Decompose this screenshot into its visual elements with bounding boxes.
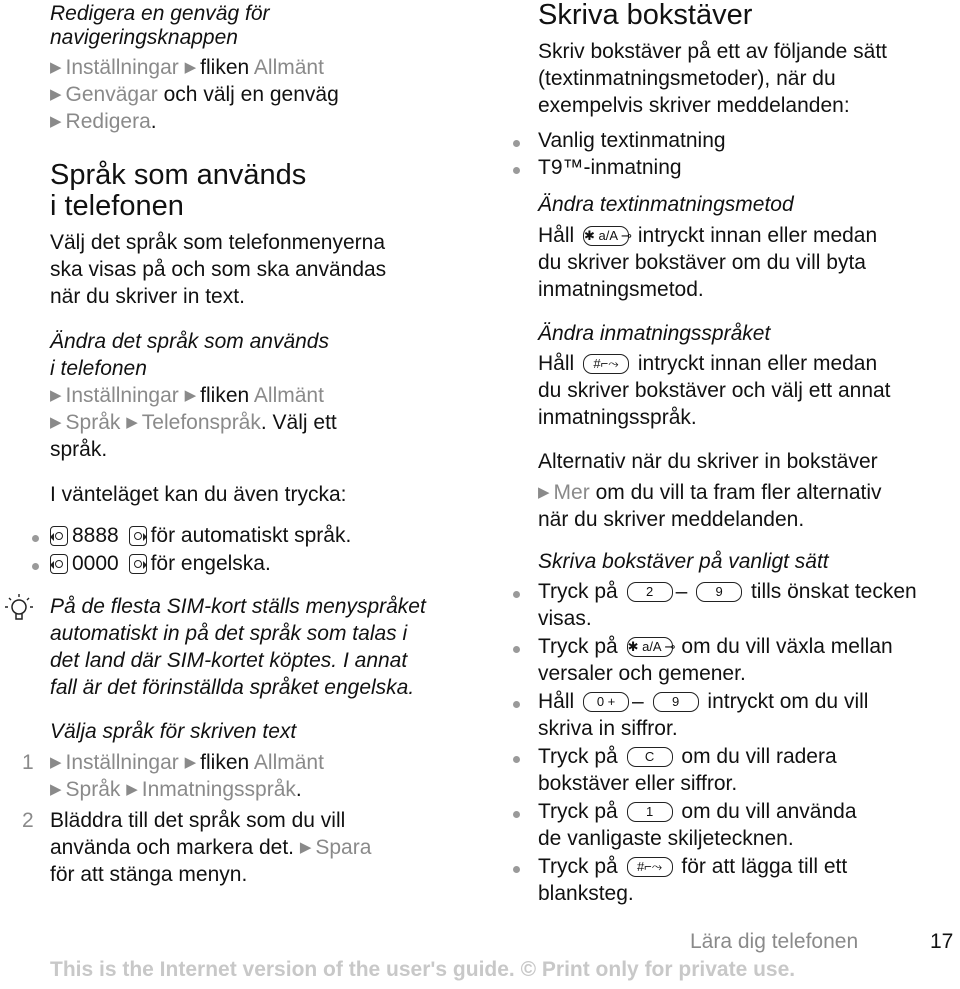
key-9-icon: 9 bbox=[696, 582, 742, 602]
arrow-icon: ▶ bbox=[126, 781, 138, 798]
change-path-1: ▶ Inställningar ▶ fliken Allmänt bbox=[50, 384, 324, 407]
subheading-options: Alternativ när du skriver in bokstäver bbox=[538, 450, 878, 473]
body-line: ska visas på och som ska användas bbox=[50, 258, 387, 281]
body-line: Håll ✱ a/A ⊸ intryckt innan eller medan bbox=[538, 224, 878, 247]
arrow-icon: ▶ bbox=[538, 484, 550, 501]
step-number: 2 bbox=[22, 809, 34, 832]
bullet-item: 0000 för engelska. bbox=[50, 550, 271, 577]
bullet-icon bbox=[513, 756, 520, 763]
bullet-item: Tryck på 1 om du vill använda bbox=[538, 800, 857, 823]
arrow-icon: ▶ bbox=[50, 86, 62, 103]
nav-left-icon bbox=[50, 554, 68, 574]
key-0-icon: 0 + bbox=[583, 692, 629, 712]
bullet-item: Tryck på ✱ a/A ⊸ om du vill växla mellan bbox=[538, 635, 893, 658]
arrow-icon: ▶ bbox=[184, 59, 197, 76]
bullet-item: Tryck på C om du vill radera bbox=[538, 745, 837, 768]
arrow-icon: ▶ bbox=[50, 113, 62, 130]
step2-line: Bläddra till det språk som du vill bbox=[50, 809, 346, 832]
bullet-icon bbox=[513, 811, 520, 818]
body-line: Välj det språk som telefonmenyerna bbox=[50, 231, 386, 254]
body-line: när du skriver meddelanden. bbox=[538, 508, 805, 531]
subheading-2: i telefonen bbox=[50, 357, 147, 380]
subheading: Ändra inmatningsspråket bbox=[538, 322, 771, 345]
tip-line: det land där SIM-kortet köptes. I annat bbox=[50, 649, 408, 672]
body-line: inmatningsspråk. bbox=[538, 406, 697, 429]
step1-path-1: ▶ Inställningar ▶ fliken Allmänt bbox=[50, 751, 324, 774]
arrow-icon: ▶ bbox=[184, 754, 197, 771]
shortcut-heading-2: navigeringsknappen bbox=[50, 26, 238, 49]
tip-line: På de flesta SIM-kort ställs menyspråket bbox=[50, 595, 426, 618]
body-line: inmatningsmetod. bbox=[538, 278, 704, 301]
bullet-item: Håll 0 + – 9 intryckt om du vill bbox=[538, 690, 869, 713]
bullet-item-cont: bokstäver eller siffror. bbox=[538, 772, 738, 795]
subheading: Välja språk för skriven text bbox=[50, 720, 297, 743]
intro-line: exempelvis skriver meddelanden: bbox=[538, 94, 850, 117]
nav-right-icon bbox=[129, 554, 147, 574]
bullet-item: Tryck på 2 – 9 tills önskat tecken bbox=[538, 580, 917, 603]
nav-left-icon bbox=[50, 526, 68, 546]
bullet-item-cont: de vanligaste skiljetecknen. bbox=[538, 827, 794, 850]
bullet-item: 8888 för automatiskt språk. bbox=[50, 522, 351, 549]
bullet-icon bbox=[513, 646, 520, 653]
method-item: Vanlig textinmatning bbox=[538, 129, 726, 152]
shortcut-heading: Redigera en genväg för bbox=[50, 2, 270, 25]
bullet-item-cont: blanksteg. bbox=[538, 882, 634, 905]
star-key-icon: ✱ a/A ⊸ bbox=[627, 637, 673, 657]
intro-line: Skriv bokstäver på ett av följande sätt bbox=[538, 40, 888, 63]
step1-path-2: ▶ Språk ▶ Inmatningsspråk. bbox=[50, 778, 302, 801]
arrow-icon: ▶ bbox=[50, 387, 62, 404]
shortcut-path-1: ▶ Inställningar ▶ fliken Allmänt bbox=[50, 56, 324, 79]
tip-line: automatiskt in på det språk som talas i bbox=[50, 622, 408, 645]
body-line: när du skriver in text. bbox=[50, 285, 245, 308]
body-line: du skriver bokstäver och välj ett annat bbox=[538, 379, 891, 402]
shortcut-path-3: ▶ Redigera. bbox=[50, 110, 157, 133]
subheading: Skriva bokstäver på vanligt sätt bbox=[538, 550, 829, 573]
bullet-icon bbox=[513, 701, 520, 708]
hash-key-icon: #⌐⤳ bbox=[583, 354, 629, 374]
key-2-icon: 2 bbox=[627, 582, 673, 602]
method-item: T9™-inmatning bbox=[538, 156, 682, 179]
star-key-icon: ✱ a/A ⊸ bbox=[583, 226, 629, 246]
hash-key-icon: #⌐⤳ bbox=[627, 857, 673, 877]
step-number: 1 bbox=[22, 751, 34, 774]
key-c-icon: C bbox=[627, 747, 673, 767]
intro-line: (textinmatningsmetoder), när du bbox=[538, 67, 836, 90]
step2-line: för att stänga menyn. bbox=[50, 863, 248, 886]
shortcut-path-2: ▶ Genvägar och välj en genväg bbox=[50, 83, 339, 106]
standby-text: I vänteläget kan du även trycka: bbox=[50, 483, 347, 506]
section-title: Språk som används bbox=[50, 159, 307, 191]
body-line: Håll #⌐⤳ intryckt innan eller medan bbox=[538, 352, 878, 375]
bullet-icon bbox=[32, 563, 39, 570]
bullet-icon bbox=[513, 167, 520, 174]
section-title-2: i telefonen bbox=[50, 190, 184, 222]
arrow-icon: ▶ bbox=[50, 59, 62, 76]
arrow-icon: ▶ bbox=[126, 414, 138, 431]
bullet-item-cont: versaler och gemener. bbox=[538, 662, 746, 685]
page-number: 17 bbox=[930, 930, 954, 953]
bullet-icon bbox=[513, 866, 520, 873]
internet-version-notice: This is the Internet version of the user's guide. © Print only for private use. bbox=[50, 958, 796, 981]
bullet-icon bbox=[32, 535, 39, 542]
lightbulb-icon bbox=[4, 592, 34, 628]
bullet-icon bbox=[513, 140, 520, 147]
body-line: du skriver bokstäver om du vill byta bbox=[538, 251, 866, 274]
subheading: Ändra det språk som används bbox=[50, 330, 329, 353]
page-title: Skriva bokstäver bbox=[538, 0, 753, 31]
tip-line: fall är det förinställda språket engelska. bbox=[50, 676, 415, 699]
arrow-icon: ▶ bbox=[50, 754, 62, 771]
body-line: språk. bbox=[50, 438, 108, 461]
bullet-icon bbox=[513, 591, 520, 598]
arrow-icon: ▶ bbox=[50, 414, 62, 431]
bullet-item-cont: visas. bbox=[538, 607, 592, 630]
arrow-icon: ▶ bbox=[184, 387, 197, 404]
body-line: ▶ Mer om du vill ta fram fler alternativ bbox=[538, 481, 882, 504]
bullet-item-cont: skriva in siffror. bbox=[538, 717, 678, 740]
arrow-icon: ▶ bbox=[299, 839, 312, 856]
change-path-2: ▶ Språk ▶ Telefonspråk. Välj ett bbox=[50, 411, 337, 434]
subheading: Ändra textinmatningsmetod bbox=[538, 193, 794, 216]
bullet-item: Tryck på #⌐⤳ för att lägga till ett bbox=[538, 855, 848, 878]
key-9-icon: 9 bbox=[653, 692, 699, 712]
arrow-icon: ▶ bbox=[50, 781, 62, 798]
step2-line: använda och markera det. ▶ Spara bbox=[50, 836, 372, 859]
key-1-icon: 1 bbox=[627, 802, 673, 822]
nav-right-icon bbox=[129, 526, 147, 546]
section-name: Lära dig telefonen bbox=[690, 930, 859, 953]
